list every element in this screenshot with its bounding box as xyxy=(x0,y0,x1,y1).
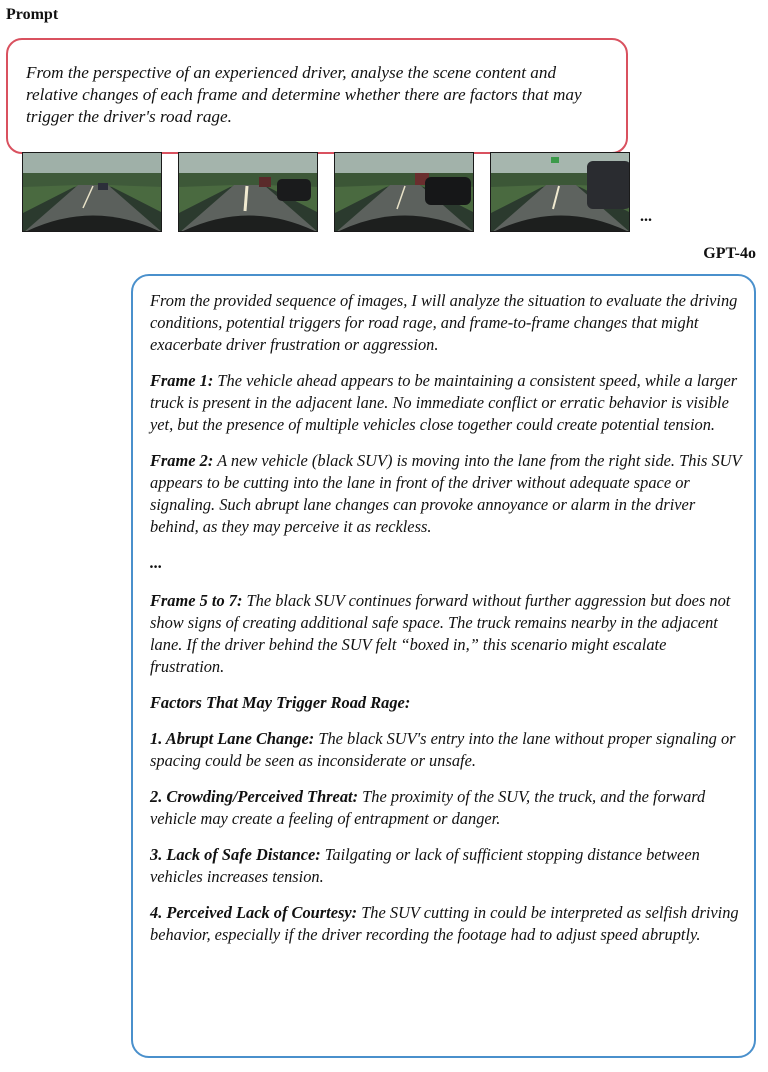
model-label: GPT-4o xyxy=(703,245,756,262)
video-frame-3 xyxy=(334,152,474,232)
factor-item xyxy=(150,902,744,946)
road-scene-image xyxy=(179,153,318,232)
frame2-label: Frame 2: xyxy=(150,451,214,470)
response-intro: From the provided sequence of images, I will analyze the situation to evaluate the driving conditions, potential triggers for road rage, and frame-to-frame changes that might exacerbate driver frustration or aggression. xyxy=(150,291,738,354)
frame57-label: Frame 5 to 7: xyxy=(150,591,243,610)
frame1-text: The vehicle ahead appears to be maintaining a consistent speed, while a larger truck is present in the adjacent lane. No immediate conflict or erratic behavior is visible yet, but the presence of multiple vehicles close together could create potential tension. xyxy=(150,371,738,434)
factor-item xyxy=(150,786,744,830)
prompt-text: From the perspective of an experienced driver, analyse the scene content and relative changes of each frame and determine whether there are factors that may trigger the driver's road rage. xyxy=(26,63,582,126)
factor-label: 4. Perceived Lack of Courtesy: xyxy=(150,903,358,922)
frame2-paragraph xyxy=(150,450,744,538)
factor-text: Tailgating or lack of sufficient stopping distance between vehicles increases tension. xyxy=(150,845,700,886)
factor-item xyxy=(150,728,744,772)
factors-heading-text: Factors That May Trigger Road Rage: xyxy=(150,693,411,712)
response-box xyxy=(131,274,756,1058)
road-scene-image xyxy=(335,153,474,232)
factor-text: The SUV cutting in could be interpreted as selfish driving behavior, especially if the driver recording the footage had to adjust speed abruptly. xyxy=(150,903,739,944)
frame1-label: Frame 1: xyxy=(150,371,214,390)
factors-heading xyxy=(150,692,744,714)
factor-label: 1. Abrupt Lane Change: xyxy=(150,729,315,748)
factor-text: The black SUV's entry into the lane without proper signaling or spacing could be seen as inconsiderate or unsafe. xyxy=(150,729,736,770)
road-scene-image xyxy=(491,153,630,232)
response-ellipsis: ... xyxy=(150,553,163,572)
factor-label: 2. Crowding/Perceived Threat: xyxy=(150,787,359,806)
frame2-text: A new vehicle (black SUV) is moving into the lane from the right side. This SUV appears to be cutting into the lane in front of the driver without adequate space or signaling. Such abrupt lane changes can provoke annoyance or alarm in the driver behind, as they may perceive it as reckless. xyxy=(150,451,742,536)
factor-text: The proximity of the SUV, the truck, and the forward vehicle may create a feeling of entrapment or danger. xyxy=(150,787,706,828)
frame57-paragraph xyxy=(150,590,744,678)
prompt-box xyxy=(6,38,628,154)
video-frame-1 xyxy=(22,152,162,232)
more-frames-ellipsis: ... xyxy=(640,208,652,225)
factor-item xyxy=(150,844,744,888)
factor-label: 3. Lack of Safe Distance: xyxy=(150,845,321,864)
road-scene-image xyxy=(23,153,162,232)
frame1-paragraph xyxy=(150,370,744,436)
video-frame-4 xyxy=(490,152,630,232)
video-frame-2 xyxy=(178,152,318,232)
frame57-text: The black SUV continues forward without further aggression but does not show signs of creating additional safe space. The truck remains nearby in the adjacent lane. If the driver behind the SUV felt “boxed in,” this scenario might escalate frustration. xyxy=(150,591,731,676)
prompt-heading: Prompt xyxy=(6,6,59,23)
